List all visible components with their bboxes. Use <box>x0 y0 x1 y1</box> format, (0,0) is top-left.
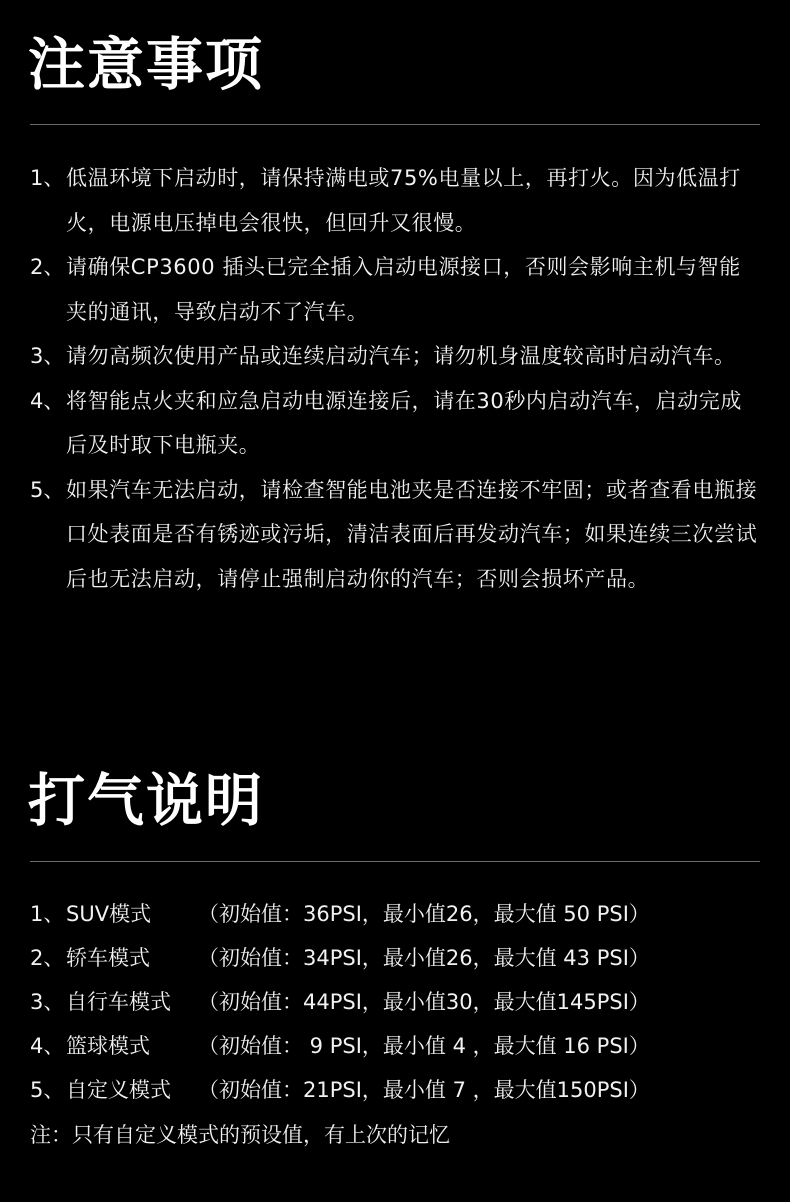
inflate-mode-item <box>30 1068 770 1112</box>
mode-name: 自行车模式 <box>66 990 171 1014</box>
note-item <box>30 334 758 379</box>
mode-number: 3、 <box>30 990 65 1014</box>
inflate-mode-item <box>30 936 770 980</box>
notes-section-title: 注意事项 <box>28 32 264 98</box>
mode-number: 4、 <box>30 1034 65 1058</box>
notes-divider <box>30 124 760 125</box>
mode-detail: （初始值：36PSI，最小值26，最大值 50 PSI） <box>198 902 650 926</box>
mode-detail: （初始值： 9 PSI，最小值 4 ，最大值 16 PSI） <box>198 1034 650 1058</box>
note-item <box>30 379 758 468</box>
mode-detail: （初始值：34PSI，最小值26，最大值 43 PSI） <box>198 946 650 970</box>
inflate-mode-item <box>30 892 770 936</box>
mode-number: 2、 <box>30 946 65 970</box>
mode-number: 1、 <box>30 902 65 926</box>
mode-detail: （初始值：21PSI，最小值 7 ，最大值150PSI） <box>198 1078 650 1102</box>
inflate-footnote: 注：只有自定义模式的预设值，有上次的记忆 <box>30 1123 450 1147</box>
note-number: 1、 <box>30 166 65 190</box>
inflate-mode-list <box>30 892 770 1112</box>
note-item <box>30 156 758 245</box>
mode-name: 自定义模式 <box>66 1078 171 1102</box>
inflate-mode-item <box>30 1024 770 1068</box>
note-item <box>30 468 758 602</box>
mode-detail: （初始值：44PSI，最小值30，最大值145PSI） <box>198 990 650 1014</box>
mode-name: 轿车模式 <box>66 946 150 970</box>
mode-number: 5、 <box>30 1078 65 1102</box>
note-number: 2、 <box>30 255 65 279</box>
note-number: 4、 <box>30 388 65 413</box>
note-text: 请确保CP3600 插头已完全插入启动电源接口，否则会影响主机与智能夹的通讯，导致启动不了汽车。 <box>66 255 741 324</box>
inflate-section-title: 打气说明 <box>28 768 264 834</box>
mode-name: SUV模式 <box>66 902 152 926</box>
note-number: 5、 <box>30 477 65 502</box>
notes-list <box>30 156 758 601</box>
note-text: 请勿高频次使用产品或连续启动汽车；请勿机身温度较高时启动汽车。 <box>66 344 736 368</box>
note-number: 3、 <box>30 344 65 368</box>
note-item <box>30 245 758 334</box>
note-text: 低温环境下启动时，请保持满电或75%电量以上，再打火。因为低温打火，电源电压掉电会很快，但回升又很慢。 <box>66 166 741 235</box>
inflate-divider <box>30 861 760 862</box>
note-text: 将智能点火夹和应急启动电源连接后，请在30秒内启动汽车，启动完成后及时取下电瓶夹。 <box>66 388 742 457</box>
note-text: 如果汽车无法启动，请检查智能电池夹是否连接不牢固；或者查看电瓶接口处表面是否有锈迹或污垢，清洁表面后再发动汽车；如果连续三次尝试后也无法启动，请停止强制启动你的汽车；否则会损坏产品。 <box>66 477 758 591</box>
inflate-mode-item <box>30 980 770 1024</box>
mode-name: 篮球模式 <box>66 1034 150 1058</box>
